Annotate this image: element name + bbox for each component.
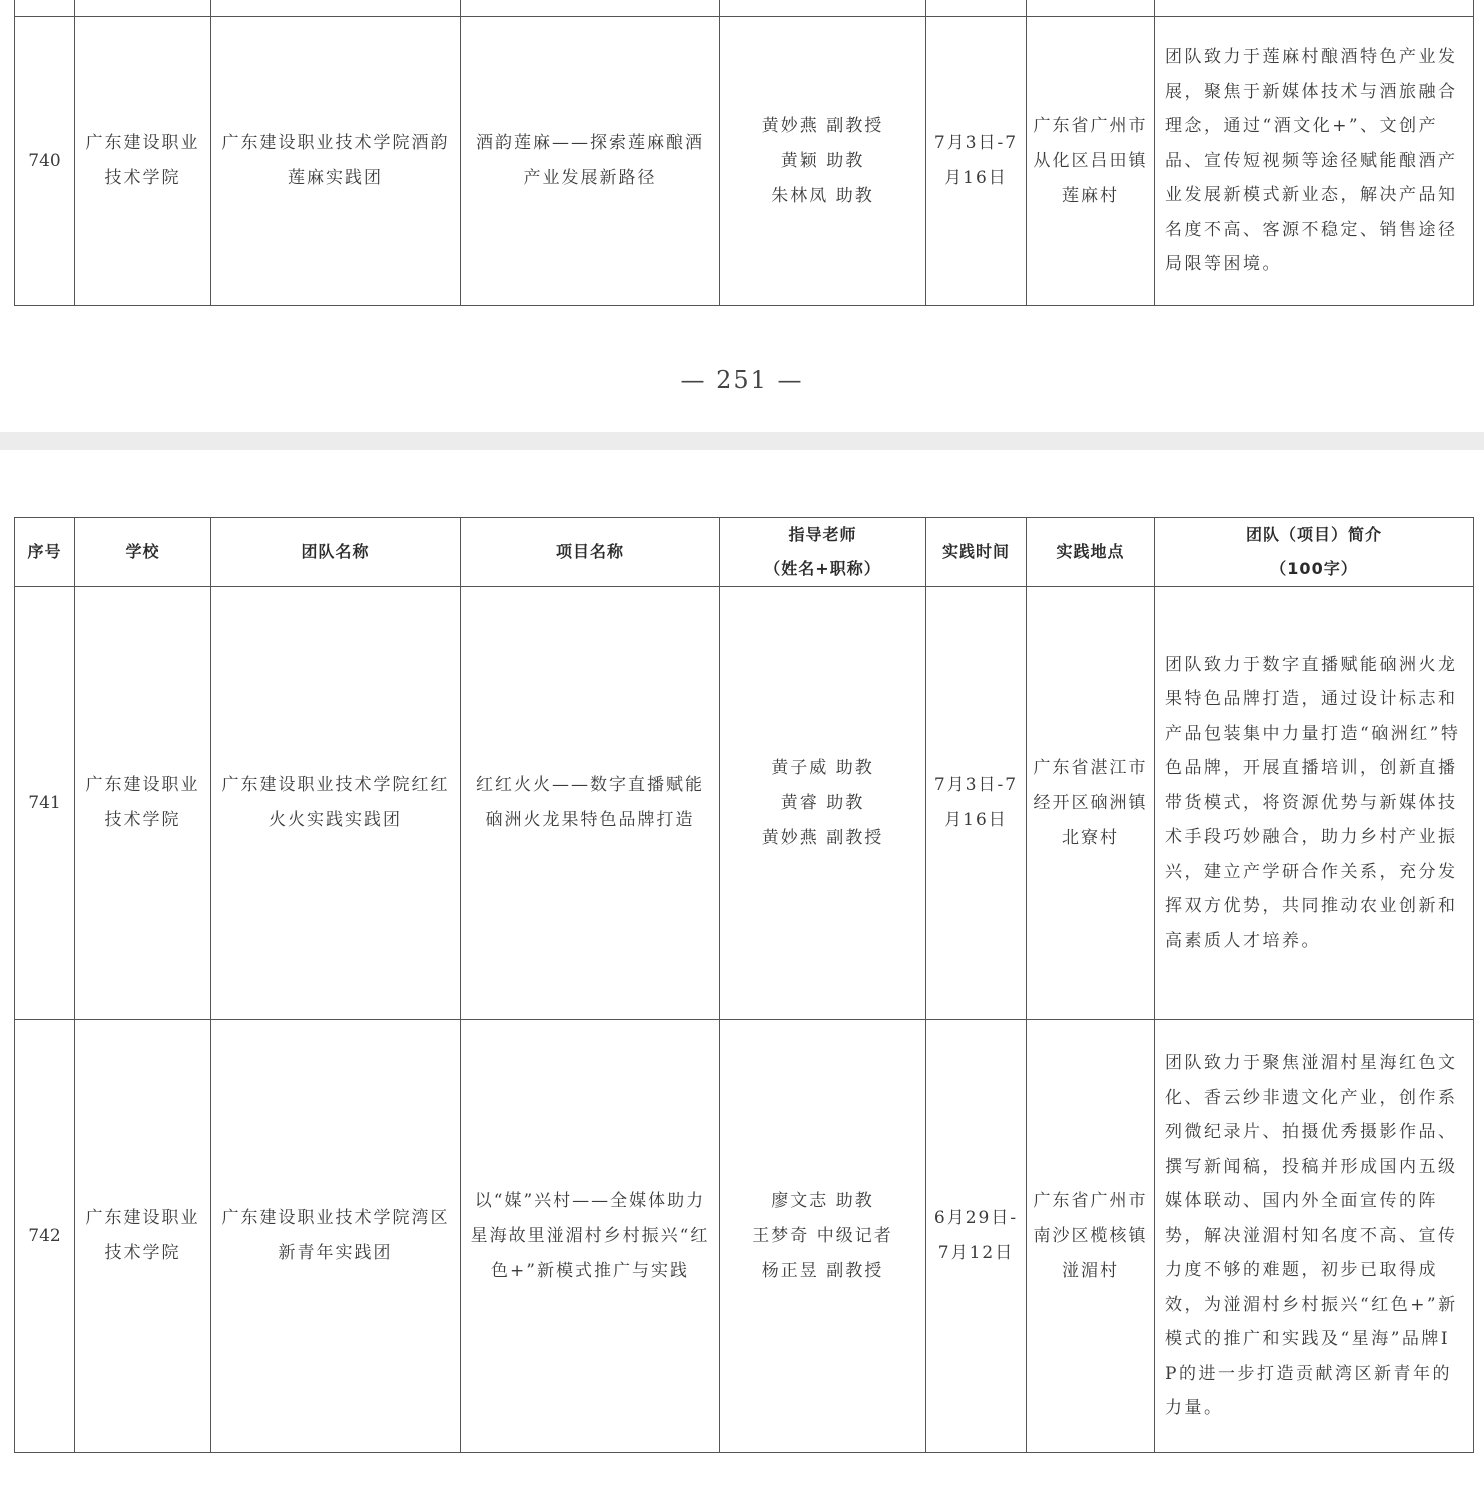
advisor-name: 黄妙燕 副教授 [761,115,884,136]
header-intro-line1: 团队（项目）简介 [1245,525,1382,544]
header-location: 实践地点 [1027,518,1155,587]
project-cell: 酒韵莲麻——探索莲麻酿酒产业发展新路径 [461,17,720,306]
time-cell: 7月3日-7月16日 [926,587,1027,1020]
intro-cell: 团队致力于莲麻村酿酒特色产业发展，聚焦于新媒体技术与酒旅融合理念，通过“酒文化+”、文创产品、宣传短视频等途径赋能酿酒产业发展新模式新业态，解决产品知名度不高、客源不稳定、销售途径局限等困境。 [1155,17,1474,306]
header-seq: 序号 [15,518,75,587]
advisor-name: 杨正昱 副教授 [761,1260,884,1281]
seq-cell: 740 [15,17,75,306]
header-school: 学校 [75,518,211,587]
project-cell: 红红火火——数字直播赋能硇洲火龙果特色品牌打造 [461,587,720,1020]
advisor-name: 黄睿 助教 [780,792,865,813]
header-advisor-line1: 指导老师 [788,525,857,544]
table-row [15,587,1474,1020]
header-advisor [720,518,926,587]
page-separator [0,432,1484,450]
advisor-name: 黄妙燕 副教授 [761,827,884,848]
header-project: 项目名称 [461,518,720,587]
header-advisor-line2: （姓名+职称） [764,559,881,578]
seq-cell: 741 [15,587,75,1020]
advisor-name: 黄子威 助教 [771,757,874,778]
table-row [15,17,1474,306]
team-cell: 广东建设职业技术学院红红火火实践实践团 [211,587,461,1020]
location-cell: 广东省湛江市经开区硇洲镇北寮村 [1027,587,1155,1020]
table-row [15,0,1474,17]
school-cell: 广东建设职业技术学院 [75,587,211,1020]
advisor-cell [720,1020,926,1453]
advisor-name: 王梦奇 中级记者 [752,1225,893,1246]
table-header-row [15,518,1474,587]
seq-cell: 742 [15,1020,75,1453]
header-time: 实践时间 [926,518,1027,587]
header-intro [1155,518,1474,587]
advisor-name: 朱林凤 助教 [771,185,874,206]
location-cell: 广东省广州市从化区吕田镇莲麻村 [1027,17,1155,306]
advisor-name: 黄颖 助教 [780,150,865,171]
time-cell: 7月3日-7月16日 [926,17,1027,306]
time-cell: 6月29日-7月12日 [926,1020,1027,1453]
table-top [14,0,1474,306]
table-bottom [14,517,1474,1453]
intro-cell: 团队致力于数字直播赋能硇洲火龙果特色品牌打造，通过设计标志和产品包装集中力量打造“硇洲红”特色品牌，开展直播培训，创新直播带货模式，将资源优势与新媒体技术手段巧妙融合，助力乡村产业振兴，建立产学研合作关系，充分发挥双方优势，共同推动农业创新和高素质人才培养。 [1155,587,1474,1020]
team-cell: 广东建设职业技术学院湾区新青年实践团 [211,1020,461,1453]
header-intro-line2: （100字） [1270,559,1358,578]
page-number: — 251 — [680,366,804,394]
table-row [15,1020,1474,1453]
advisor-cell [720,17,926,306]
intro-cell: 团队致力于聚焦湴湄村星海红色文化、香云纱非遗文化产业，创作系列微纪录片、拍摄优秀摄影作品、撰写新闻稿，投稿并形成国内五级媒体联动、国内外全面宣传的阵势，解决湴湄村知名度不高、宣传力度不够的难题，初步已取得成效，为湴湄村乡村振兴“红色+”新模式的推广和实践及“星海”品牌IP的进一步打造贡献湾区新青年的力量。 [1155,1020,1474,1453]
location-cell: 广东省广州市南沙区榄核镇湴湄村 [1027,1020,1155,1453]
school-cell: 广东建设职业技术学院 [75,17,211,306]
project-cell: 以“媒”兴村——全媒体助力星海故里湴湄村乡村振兴“红色+”新模式推广与实践 [461,1020,720,1453]
advisor-name: 廖文志 助教 [771,1190,874,1211]
team-cell: 广东建设职业技术学院酒韵莲麻实践团 [211,17,461,306]
school-cell: 广东建设职业技术学院 [75,1020,211,1453]
advisor-cell [720,587,926,1020]
header-team: 团队名称 [211,518,461,587]
